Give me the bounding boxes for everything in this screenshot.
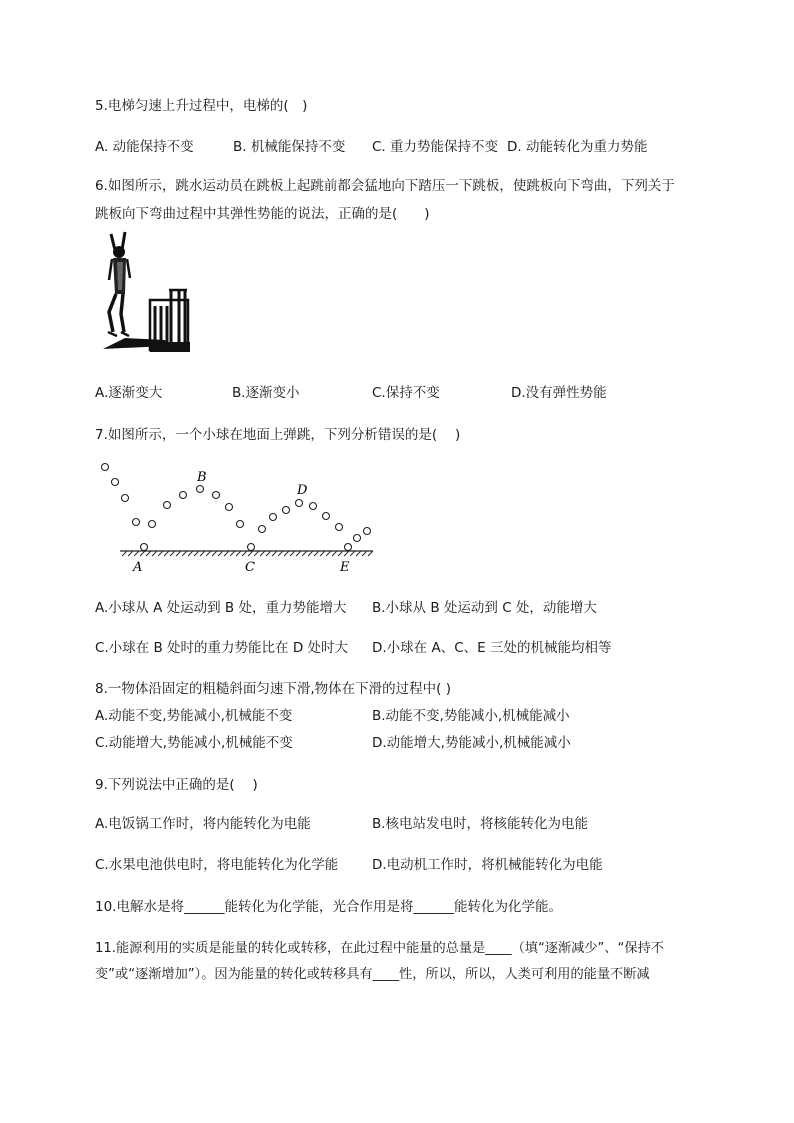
- q7-option-c: C.小球在 B 处时的重力势能比在 D 处时大: [95, 640, 349, 656]
- label-e: E: [340, 560, 350, 575]
- q8-option-b: B.动能不变,势能减小,机械能减小: [372, 708, 570, 724]
- q7-option-d: D.小球在 A、C、E 三处的机械能均相等: [372, 640, 612, 656]
- q6-option-b: B.逐渐变小: [232, 385, 300, 401]
- q7-option-b: B.小球从 B 处运动到 C 处，动能增大: [372, 600, 597, 616]
- q9-option-c: C.水果电池供电时，将电能转化为化学能: [95, 857, 339, 873]
- q6-option-d: D.没有弹性势能: [511, 385, 607, 401]
- q9-option-a: A.电饭锅工作时，将内能转化为电能: [95, 816, 311, 832]
- label-a: A: [133, 560, 143, 575]
- q9-option-b: B.核电站发电时，将核能转化为电能: [372, 816, 589, 832]
- q6-stem-line2: 跳板向下弯曲过程中其弹性势能的说法，正确的是( ): [95, 206, 430, 222]
- label-b: B: [197, 470, 207, 485]
- label-d: D: [297, 483, 308, 498]
- q8-option-a: A.动能不变,势能减小,机械能不变: [95, 708, 293, 724]
- q5-option-a: A. 动能保持不变: [95, 139, 194, 155]
- bouncing-ball-figure: [95, 455, 380, 577]
- q11-line2: 变”或“逐渐增加”）。因为能量的转化或转移具有____性，所以，所以，人类可利用的能量不断减: [95, 967, 650, 982]
- diver-springboard-figure: [95, 228, 195, 356]
- q8-stem: 8.一物体沿固定的粗糙斜面匀速下滑,物体在下滑的过程中( ): [95, 681, 451, 697]
- q9-stem: 9.下列说法中正确的是( ): [95, 777, 258, 793]
- q10-text: 10.电解水是将______能转化为化学能，光合作用是将______能转化为化学能。: [95, 899, 562, 915]
- q5-option-b: B. 机械能保持不变: [233, 139, 346, 155]
- q9-option-d: D.电动机工作时，将机械能转化为电能: [372, 857, 603, 873]
- q7-stem: 7.如图所示，一个小球在地面上弹跳，下列分析错误的是( ): [95, 427, 461, 443]
- q11-line1: 11.能源利用的实质是能量的转化或转移，在此过程中能量的总量是____（填“逐渐减少”、“保持不: [95, 941, 664, 956]
- q8-option-c: C.动能增大,势能减小,机械能不变: [95, 735, 293, 751]
- q8-option-d: D.动能增大,势能减小,机械能减小: [372, 735, 571, 751]
- q5-stem: 5.电梯匀速上升过程中，电梯的( ): [95, 98, 308, 114]
- q7-option-a: A.小球从 A 处运动到 B 处，重力势能增大: [95, 600, 347, 616]
- q5-option-d: D. 动能转化为重力势能: [507, 139, 648, 155]
- label-c: C: [245, 560, 255, 575]
- q6-stem-line1: 6.如图所示，跳水运动员在跳板上起跳前都会猛地向下踏压一下跳板，使跳板向下弯曲，下列关于: [95, 178, 675, 194]
- q6-option-c: C.保持不变: [372, 385, 440, 401]
- q5-option-c: C. 重力势能保持不变: [372, 139, 499, 155]
- q6-option-a: A.逐渐变大: [95, 385, 163, 401]
